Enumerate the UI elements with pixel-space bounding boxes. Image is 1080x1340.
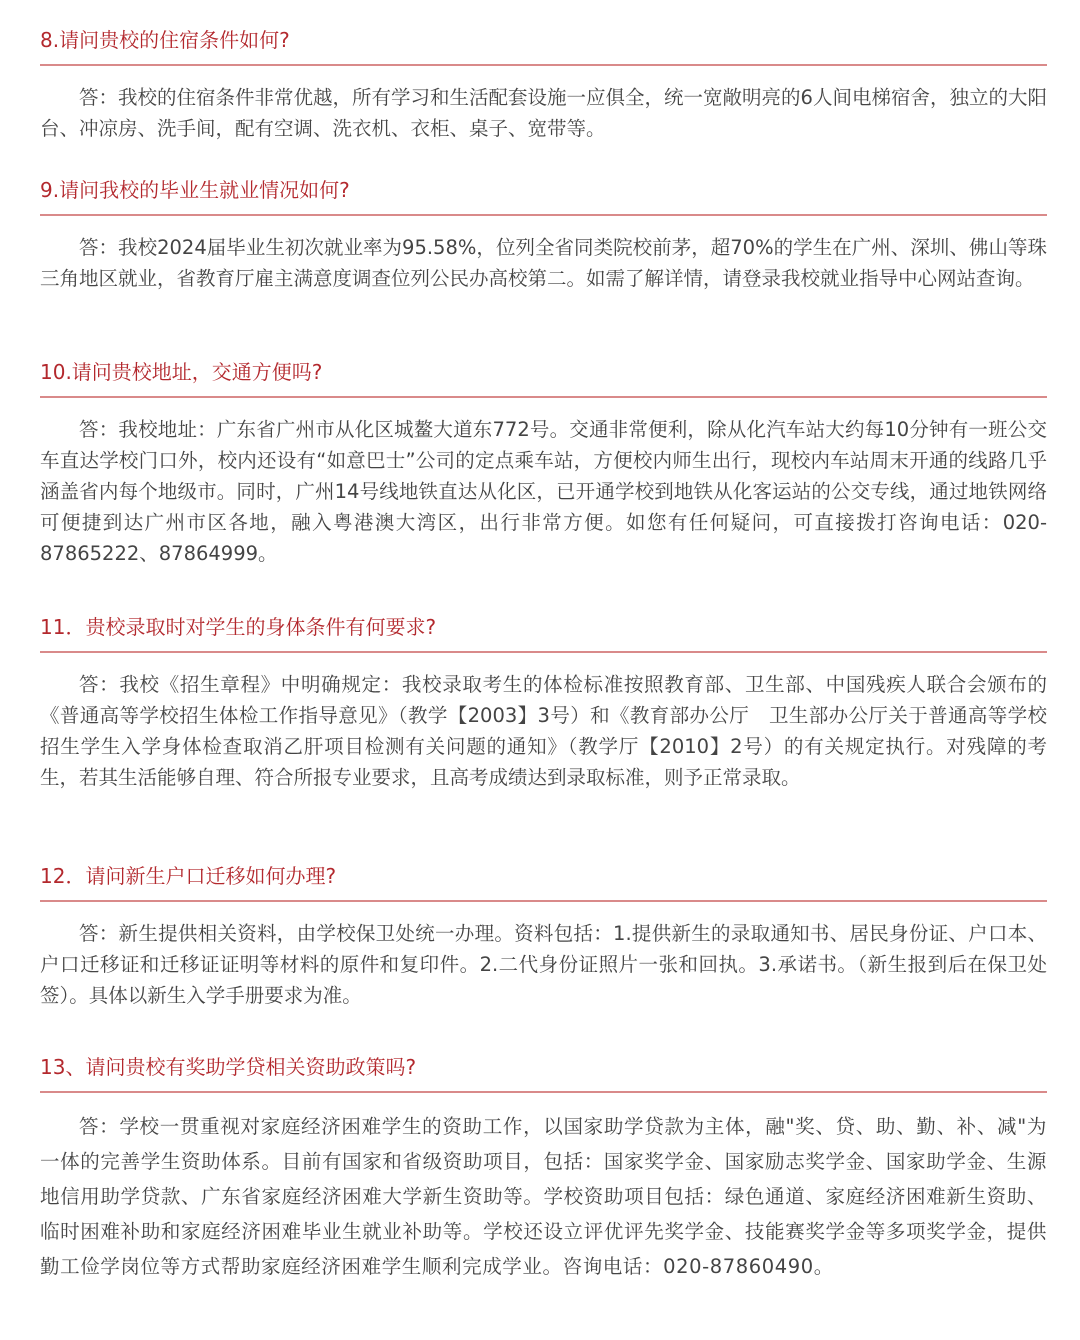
faq-question-13: 13、请问贵校有奖助学贷相关资助政策吗?	[40, 1055, 417, 1079]
faq-item-10	[40, 358, 1047, 589]
faq-question-9: 9.请问我校的毕业生就业情况如何?	[40, 178, 350, 202]
faq-answer-12: 答：新生提供相关资料，由学校保卫处统一办理。资料包括：1.提供新生的录取通知书、居民身份证、户口本、户口迁移证和迁移证证明等材料的原件和复印件。2.二代身份证照片一张和回执。3.承诺书。（新生报到后在保卫处签）。具体以新生入学手册要求为准。	[40, 922, 1047, 1007]
faq-question-10: 10.请问贵校地址，交通方便吗?	[40, 360, 323, 384]
faq-divider-13	[40, 1091, 1047, 1093]
faq-item-13	[40, 1053, 1047, 1304]
faq-item-9	[40, 176, 1047, 314]
faq-answer-11: 答：我校《招生章程》中明确规定：我校录取考生的体检标准按照教育部、卫生部、中国残疾人联合会颁布的《普通高等学校招生体检工作指导意见》（教学【2003】3号）和《教育部办公厅 卫生部办公厅关于普通高等学校招生学生入学身体检查取消乙肝项目检测有关问题的通知》（教学厅【2010】2号）的有关规定执行。对残障的考生，若其生活能够自理、符合所报专业要求，且高考成绩达到录取标准，则予正常录取。	[40, 673, 1047, 789]
faq-divider-9	[40, 214, 1047, 216]
faq-answer-8: 答：我校的住宿条件非常优越，所有学习和生活配套设施一应俱全，统一宽敞明亮的6人间电梯宿舍，独立的大阳台、冲凉房、洗手间，配有空调、洗衣机、衣柜、桌子、宽带等。	[40, 86, 1047, 140]
faq-question-12: 12．请问新生户口迁移如何办理?	[40, 864, 337, 888]
faq-divider-12	[40, 900, 1047, 902]
faq-question-8: 8.请问贵校的住宿条件如何?	[40, 28, 290, 52]
faq-item-11	[40, 613, 1047, 813]
faq-answer-10: 答：我校地址：广东省广州市从化区城鳌大道东772号。交通非常便利，除从化汽车站大约每10分钟有一班公交车直达学校门口外，校内还设有“如意巴士”公司的定点乘车站，方便校内师生出行，现校内车站周末开通的线路几乎涵盖省内每个地级市。同时，广州14号线地铁直达从化区，已开通学校到地铁从化客运站的公交专线，通过地铁网络可便捷到达广州市区各地，融入粤港澳大湾区，出行非常方便。如您有任何疑问，可直接拨打咨询电话：020-87865222、87864999。	[40, 418, 1047, 565]
faq-answer-13: 答：学校一贯重视对家庭经济困难学生的资助工作，以国家助学贷款为主体，融"奖、贷、助、勤、补、减"为一体的完善学生资助体系。目前有国家和省级资助项目，包括：国家奖学金、国家励志奖学金、国家助学金、生源地信用助学贷款、广东省家庭经济困难大学新生资助等。学校资助项目包括：绿色通道、家庭经济困难新生资助、临时困难补助和家庭经济困难毕业生就业补助等。学校还设立评优评先奖学金、技能赛奖学金等多项奖学金，提供勤工俭学岗位等方式帮助家庭经济困难学生顺利完成学业。咨询电话：020-87860490。	[40, 1115, 1047, 1278]
faq-item-12	[40, 862, 1047, 1031]
faq-divider-10	[40, 396, 1047, 398]
faq-divider-8	[40, 64, 1047, 66]
faq-divider-11	[40, 651, 1047, 653]
faq-answer-9: 答：我校2024届毕业生初次就业率为95.58%，位列全省同类院校前茅，超70%的学生在广州、深圳、佛山等珠三角地区就业，省教育厅雇主满意度调查位列公民办高校第二。如需了解详情，请登录我校就业指导中心网站查询。	[40, 236, 1047, 290]
faq-question-11: 11．贵校录取时对学生的身体条件有何要求?	[40, 615, 437, 639]
faq-item-8	[40, 26, 1047, 164]
